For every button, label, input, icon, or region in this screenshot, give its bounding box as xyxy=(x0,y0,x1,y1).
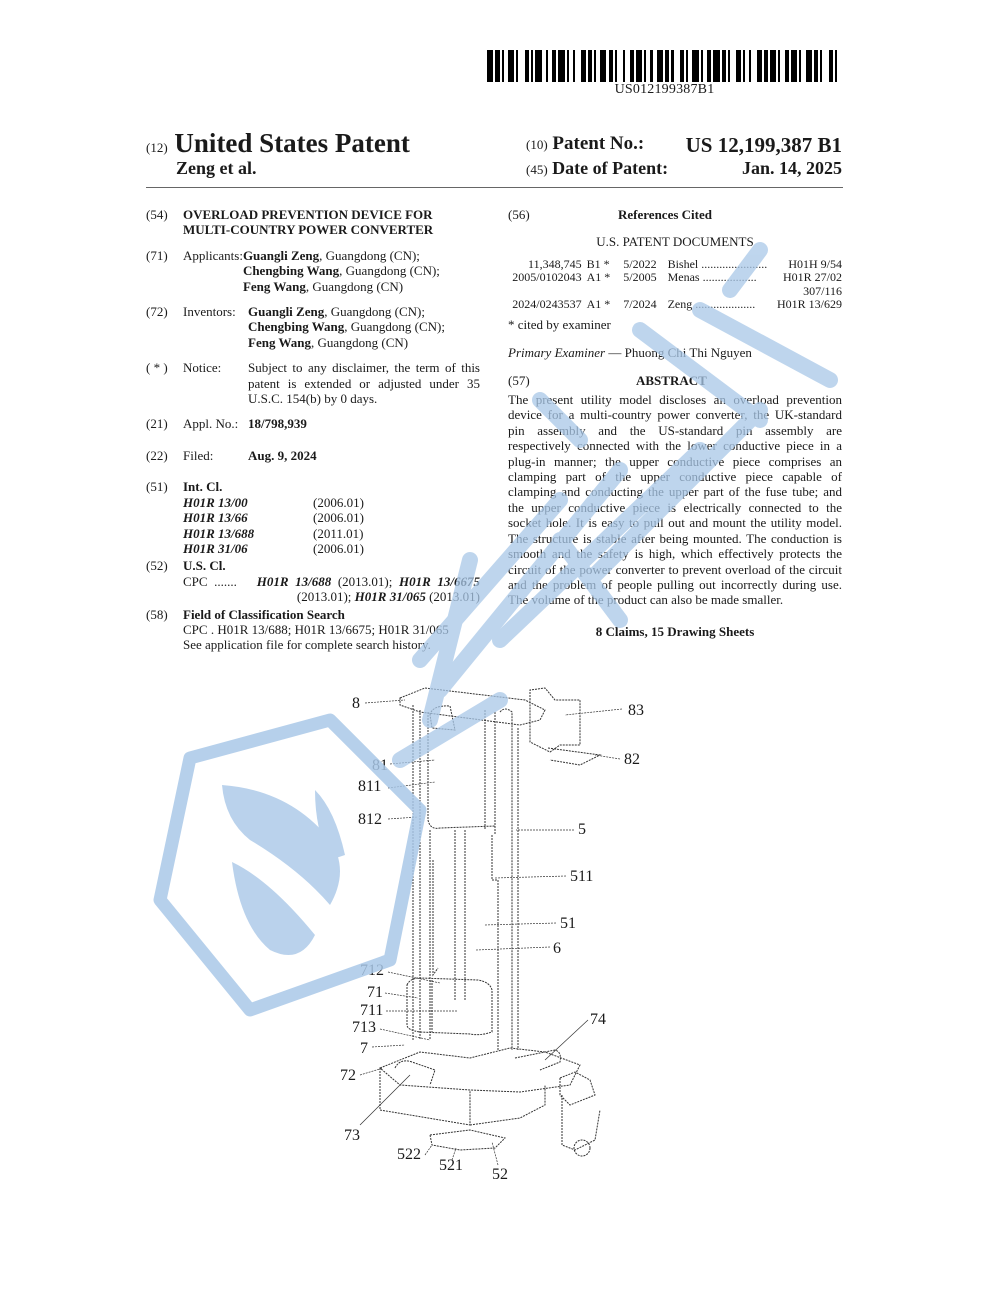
field-code: (45) xyxy=(526,162,548,177)
figure-label: 521 xyxy=(439,1157,463,1174)
reference-row xyxy=(508,271,842,285)
field-code: ( * ) xyxy=(146,360,168,376)
class-code: H01R 13/6675 xyxy=(398,573,480,589)
figure-label: 82 xyxy=(624,751,640,768)
class-version: (2006.01) xyxy=(313,510,364,526)
left-column xyxy=(146,207,480,663)
abstract-heading xyxy=(508,373,842,388)
primary-examiner xyxy=(508,345,842,360)
class-code: H01R 31/06 xyxy=(183,540,248,556)
figure-label: 73 xyxy=(344,1127,360,1144)
figure-label: 522 xyxy=(397,1146,421,1163)
field-code: (22) xyxy=(146,447,168,463)
ref-number: 2005/0102043 xyxy=(512,270,582,285)
field-search-note: See application file for complete search history. xyxy=(183,637,431,653)
patent-date-label: Date of Patent: xyxy=(552,158,669,178)
class-version: (2006.01) xyxy=(313,494,364,510)
field-search-body xyxy=(183,607,480,653)
ref-name: Menas .................. xyxy=(667,270,757,285)
ref-class: H01H 9/54 xyxy=(788,256,842,271)
patent-date-line xyxy=(526,158,842,179)
barcode-number: US012199387B1 xyxy=(614,82,715,97)
ref-name-text: Menas xyxy=(667,270,700,285)
field-search-cpc: CPC . H01R 13/688; H01R 13/6675; H01R 31/065 xyxy=(183,621,449,637)
ref-class: H01R 13/629 xyxy=(776,297,842,312)
ref-name-text: Zeng xyxy=(667,297,693,312)
patent-number-value: US 12,199,387 B1 xyxy=(685,133,842,157)
person-name: Chengbing Wang xyxy=(242,263,340,279)
int-cl-row xyxy=(183,510,480,525)
person-name: Feng Wang xyxy=(242,278,306,294)
appl-no-value: 18/798,939 xyxy=(248,416,307,432)
field-label: U.S. Cl. xyxy=(183,558,226,574)
field-code: (56) xyxy=(508,207,530,222)
field-label: Int. Cl. xyxy=(183,479,223,495)
ref-date: 7/2024 xyxy=(623,297,657,312)
filed-field xyxy=(146,448,480,463)
field-label: Filed: xyxy=(183,447,214,463)
int-cl-field xyxy=(146,479,480,556)
patent-date-value: Jan. 14, 2025 xyxy=(741,158,842,178)
authors: Zeng et al. xyxy=(176,158,257,178)
figure-label: 713 xyxy=(352,1019,376,1036)
header-divider xyxy=(146,187,843,188)
ref-name: Zeng .................... xyxy=(667,297,756,312)
claims-summary xyxy=(508,624,842,639)
patent-number-label: Patent No.: xyxy=(552,133,645,154)
person-name: Feng Wang xyxy=(248,334,311,350)
figure-label: 83 xyxy=(628,702,644,719)
field-code: (10) xyxy=(526,137,548,152)
field-code: (52) xyxy=(146,558,168,574)
class-version: (2013.01) xyxy=(425,589,480,605)
ref-class-secondary: 307/116 xyxy=(803,283,842,298)
ref-kind: B1 * xyxy=(586,256,610,271)
class-code: H01R 13/00 xyxy=(183,494,248,510)
figure-label: 711 xyxy=(360,1002,384,1019)
reference-row-continued xyxy=(508,285,842,299)
figure-label: 6 xyxy=(553,940,561,957)
field-code: (71) xyxy=(146,247,168,263)
int-cl-row xyxy=(183,526,480,541)
inventor xyxy=(248,304,480,319)
field-label: Notice: xyxy=(183,360,222,376)
ref-date: 5/2022 xyxy=(623,256,657,271)
patent-number-line xyxy=(526,133,842,158)
notice-field xyxy=(146,360,480,406)
reference-row xyxy=(508,298,842,312)
figure-label: 7 xyxy=(360,1040,368,1057)
field-code: (57) xyxy=(508,372,530,388)
inventor xyxy=(248,335,480,350)
field-search-field xyxy=(146,607,480,653)
barcode xyxy=(487,50,842,82)
appl-no-field xyxy=(146,416,480,431)
right-column xyxy=(508,207,842,639)
person-name: Chengbing Wang xyxy=(248,319,345,335)
title-field xyxy=(146,207,480,238)
references-table xyxy=(508,258,842,312)
figure-label: 74 xyxy=(590,1011,606,1028)
applicants-list xyxy=(243,248,480,294)
cited-by-examiner-note: * cited by examiner xyxy=(508,316,611,332)
field-label: Inventors: xyxy=(183,304,236,320)
figure-label: 712 xyxy=(360,962,384,979)
references-subheading: U.S. PATENT DOCUMENTS xyxy=(596,234,754,250)
person-location: , Guangdong (CN); xyxy=(319,247,420,263)
reference-row xyxy=(508,258,842,272)
examiner-label: Primary Examiner xyxy=(508,345,606,361)
class-code: H01R 13/688 xyxy=(256,573,332,589)
abstract-text: The present utility model discloses an overload prevention device for a multi-country power converter, the UK-standard pin assembly and the US-standard pin assembly are respectively connected with the lower conductive piece in a plug-in manner; the upper conductive piece comprises an clamping part of the upper conductive piece capable of clamping and conducting the upper part of the fuse tube; and the upper conductive piece is electrically connected to the socket hole. It is easy to pull out and mount the utility model. The structure is stable after being mounted. The conduction is smooth and the safety is high, which effectively protects the circuit of the power converter to prevent overload of the circuit and the problem of people pulling out incorrectly during use. The volume of the product can also be made smaller. xyxy=(508,392,842,608)
figure-label: 8 xyxy=(352,695,360,712)
patent-header-title xyxy=(146,128,410,159)
abstract-title: ABSTRACT xyxy=(636,372,707,388)
figure-label: 81 xyxy=(372,757,388,774)
inventors-field xyxy=(146,304,480,350)
int-cl-row xyxy=(183,495,480,510)
ref-date: 5/2005 xyxy=(623,270,657,285)
examiner-separator: — xyxy=(605,345,625,361)
person-location: , Guangdong (CN) xyxy=(305,278,404,294)
figure-label: 52 xyxy=(492,1166,508,1183)
field-code: (58) xyxy=(146,606,168,622)
us-cl-field xyxy=(146,558,480,604)
ref-kind: A1 * xyxy=(586,270,611,285)
person-location: , Guangdong (CN) xyxy=(310,334,409,350)
applicant xyxy=(243,279,480,294)
field-label: Field of Classification Search xyxy=(183,606,345,622)
figure-label: 51 xyxy=(560,915,576,932)
person-location: , Guangdong (CN); xyxy=(324,304,425,320)
us-cl-body xyxy=(183,558,480,604)
class-code: H01R 13/688 xyxy=(183,525,255,541)
class-code: H01R 31/065 xyxy=(354,589,426,605)
field-code: (21) xyxy=(146,416,168,432)
figure-label: 71 xyxy=(367,984,383,1001)
ref-name: Bishel ...................... xyxy=(667,256,768,271)
field-label: Appl. No.: xyxy=(183,416,239,432)
invention-title: OVERLOAD PREVENTION DEVICE FOR MULTI-COUNTRY POWER CONVERTER xyxy=(183,207,434,238)
us-cl-cpc xyxy=(183,574,480,605)
ref-number: 2024/0243537 xyxy=(512,297,582,312)
applicant xyxy=(243,248,480,263)
filed-value: Aug. 9, 2024 xyxy=(248,447,317,463)
figure-label: 811 xyxy=(358,778,382,795)
ref-number: 11,348,745 xyxy=(528,256,582,271)
inventor xyxy=(248,319,480,334)
person-name: Guangli Zeng xyxy=(248,304,325,320)
class-code: H01R 13/66 xyxy=(183,510,248,526)
int-cl-body xyxy=(183,479,480,556)
figure-label: 72 xyxy=(340,1067,356,1084)
field-code: (54) xyxy=(146,207,168,222)
document-type-title: United States Patent xyxy=(174,128,410,158)
barcode-bar xyxy=(837,50,841,82)
claims-text: 8 Claims, 15 Drawing Sheets xyxy=(595,623,755,639)
figure-label: 812 xyxy=(358,811,382,828)
field-code: (72) xyxy=(146,304,168,320)
cpc-prefix: CPC ....... xyxy=(183,573,237,589)
references-heading xyxy=(508,207,842,222)
ref-class: H01R 27/02 xyxy=(782,270,842,285)
applicant xyxy=(243,263,480,278)
person-location: , Guangdong (CN); xyxy=(344,319,445,335)
class-version: (2006.01) xyxy=(313,540,364,556)
int-cl-row xyxy=(183,541,480,556)
field-code: (12) xyxy=(146,140,168,155)
notice-text: Subject to any disclaimer, the term of this patent is extended or adjusted under 35 U.S.C. 154(b) by 0 days. xyxy=(248,360,480,407)
class-version: (2013.01); xyxy=(296,589,355,605)
applicants-field xyxy=(146,248,480,294)
figure-label: 5 xyxy=(578,821,586,838)
references-title: References Cited xyxy=(618,207,712,222)
class-version: (2013.01); xyxy=(331,573,399,589)
field-label: Applicants: xyxy=(183,247,243,263)
person-location: , Guangdong (CN); xyxy=(339,263,440,279)
ref-kind: A1 * xyxy=(586,297,611,312)
inventors-list xyxy=(248,304,480,350)
field-code: (51) xyxy=(146,479,168,495)
examiner-name: Phuong Chi Thi Nguyen xyxy=(624,345,752,361)
ref-name-text: Bishel xyxy=(667,256,699,271)
figure-label: 511 xyxy=(570,868,594,885)
class-version: (2011.01) xyxy=(313,525,364,541)
person-name: Guangli Zeng xyxy=(242,247,320,263)
